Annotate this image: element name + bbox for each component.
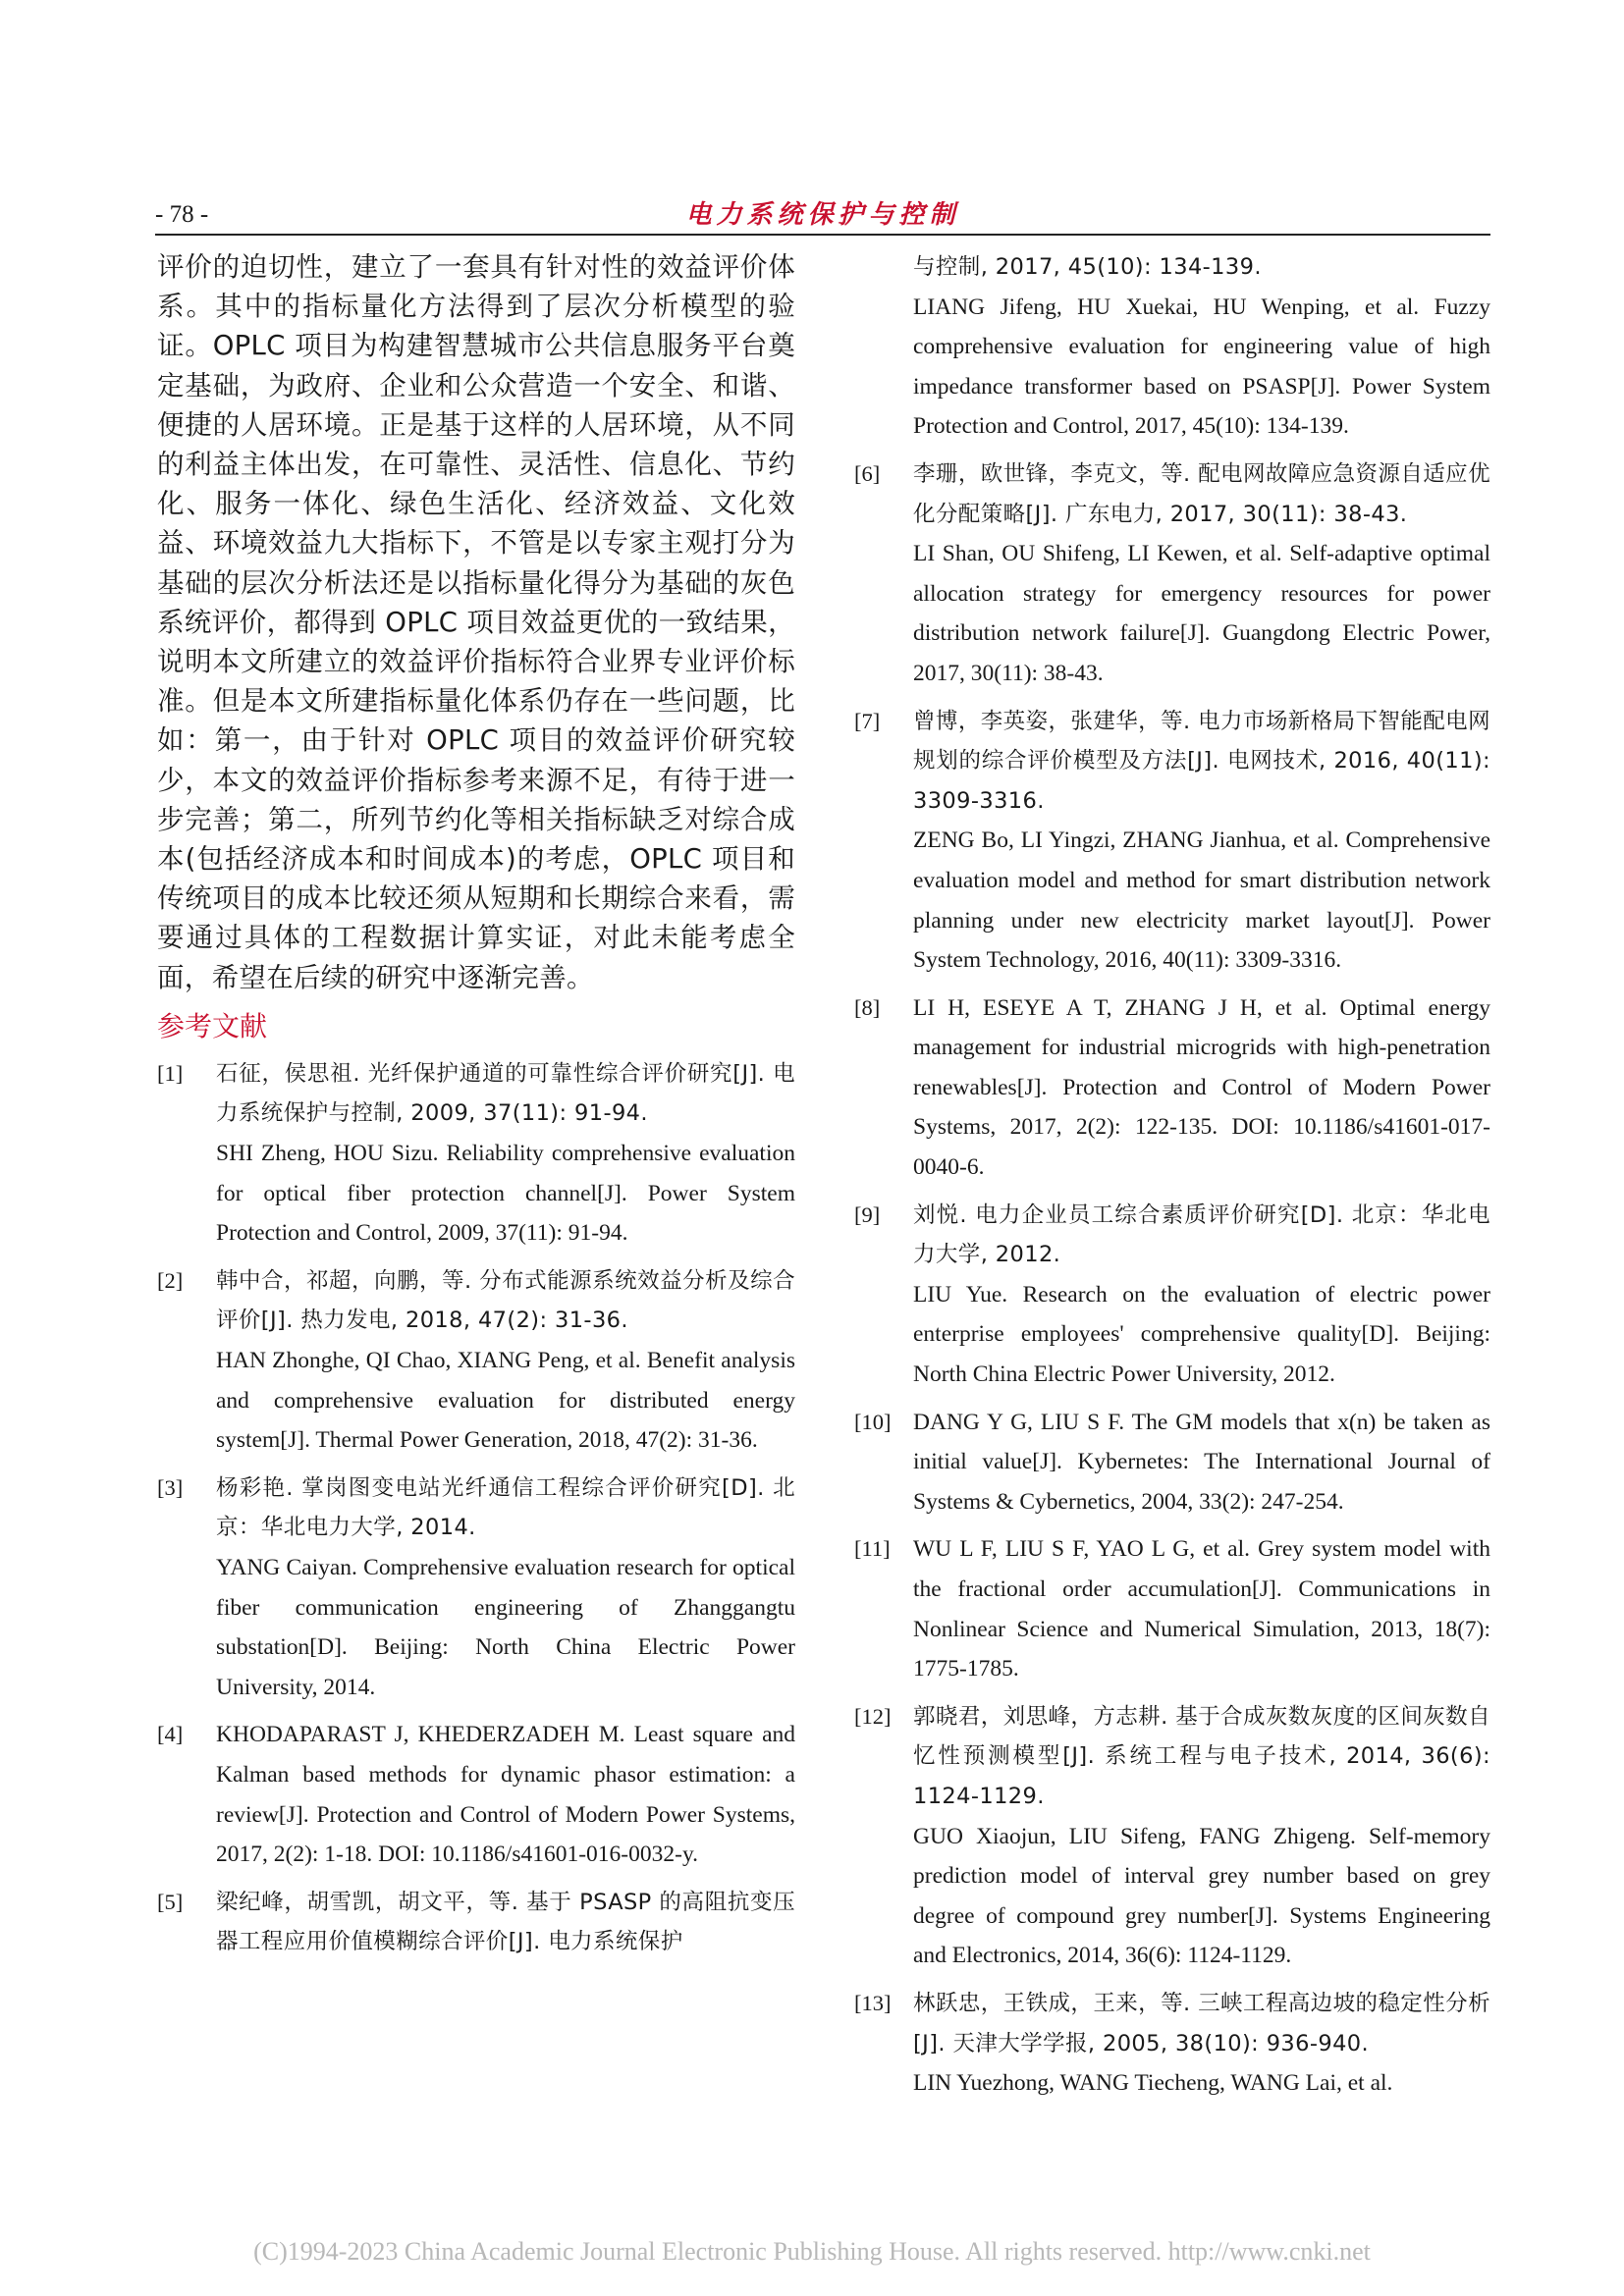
reference-english: SHI Zheng, HOU Sizu. Reliability comprehensive evaluation for optical fiber protection channel[J]. Power System Protection and Control, 2009, 37(11): 91-94.	[216, 1141, 795, 1247]
reference-chinese: 李珊，欧世锋，李克文，等. 配电网故障应急资源自适应优化分配策略[J]. 广东电力, 2017, 30(11): 38-43.	[913, 460, 1490, 527]
reference-item	[854, 702, 1490, 981]
reference-number: [2]	[157, 1267, 184, 1293]
reference-chinese: 梁纪峰，胡雪凯，胡文平，等. 基于 PSASP 的高阻抗变压器工程应用价值模糊综合评价[J]. 电力系统保护	[216, 1889, 795, 1955]
reference-item	[854, 1196, 1490, 1395]
reference-english: LI Shan, OU Shifeng, LI Kewen, et al. Self-adaptive optimal allocation strategy for emergency resources for power distribution network failure[J]. Guangdong Electric Power, 2017, 30(11): 38-43.	[913, 541, 1490, 686]
reference-item	[157, 1883, 795, 1962]
reference-item	[854, 454, 1490, 694]
page-header	[155, 196, 1490, 234]
reference-item	[854, 1529, 1490, 1688]
reference-english: DANG Y G, LIU S F. The GM models that x(n) be taken as initial value[J]. Kybernetes: The International Journal of Systems & Cybernetics, 2004, 33(2): 247-254.	[913, 1409, 1490, 1515]
reference-item	[157, 1468, 795, 1708]
page-number: - 78 -	[155, 201, 209, 228]
reference-item	[157, 1715, 795, 1874]
reference-item	[854, 1403, 1490, 1522]
reference-item	[854, 247, 1490, 447]
reference-english: LIN Yuezhong, WANG Tiecheng, WANG Lai, et al.	[913, 2070, 1393, 2097]
reference-english: LI H, ESEYE A T, ZHANG J H, et al. Optimal energy management for industrial microgrids with high-penetration renewables[J]. Protection and Control of Modern Power Systems, 2017, 2(2): 122-135. DOI: 10.1186/s41601-017-0040-6.	[913, 994, 1490, 1181]
reference-chinese: 与控制, 2017, 45(10): 134-139.	[913, 254, 1262, 280]
reference-number: [7]	[854, 708, 881, 733]
reference-item	[157, 1261, 795, 1461]
conclusion-paragraph: 评价的迫切性，建立了一套具有针对性的效益评价体系。其中的指标量化方法得到了层次分析模型的验证。OPLC 项目为构建智慧城市公共信息服务平台奠定基础，为政府、企业和公众营造一个安全、和谐、便捷的人居环境。正是基于这样的人居环境，从不同的利益主体出发，在可靠性、灵活性、信息化、节约化、服务一体化、绿色生活化、经济效益、文化效益、环境效益九大指标下，不管是以专家主观打分为基础的层次分析法还是以指标量化得分为基础的灰色系统评价，都得到 OPLC 项目效益更优的一致结果，说明本文所建立的效益评价指标符合业界专业评价标准。但是本文所建指标量化体系仍存在一些问题，比如：第一，由于针对 OPLC 项目的效益评价研究较少，本文的效益评价指标参考来源不足，有待于进一步完善；第二，所列节约化等相关指标缺乏对综合成本(包括经济成本和时间成本)的考虑，OPLC 项目和传统项目的成本比较还须从短期和长期综合来看，需要通过具体的工程数据计算实证，对此未能考虑全面，希望在后续的研究中逐渐完善。	[157, 251, 795, 993]
reference-number: [9]	[854, 1201, 881, 1227]
reference-english: ZENG Bo, LI Yingzi, ZHANG Jianhua, et al. Comprehensive evaluation model and method for smart distribution network planning under new electricity market layout[J]. Power System Technology, 2016, 40(11): 3309-3316.	[913, 828, 1490, 974]
reference-item	[157, 1054, 795, 1254]
reference-number: [11]	[854, 1536, 891, 1562]
reference-chinese: 石征，侯思祖. 光纤保护通道的可靠性综合评价研究[J]. 电力系统保护与控制, 2009, 37(11): 91-94.	[216, 1060, 795, 1127]
journal-title: 电力系统保护与控制	[685, 200, 960, 230]
copyright-footer: (C)1994-2023 China Academic Journal Electronic Publishing House. All rights reserved. http://www.cnki.net	[253, 2237, 1371, 2266]
reference-number: [8]	[854, 994, 881, 1020]
reference-number: [1]	[157, 1060, 184, 1086]
reference-chinese: 杨彩艳. 掌岗图变电站光纤通信工程综合评价研究[D]. 北京：华北电力大学, 2014.	[216, 1474, 795, 1541]
reference-english: GUO Xiaojun, LIU Sifeng, FANG Zhigeng. Self-memory prediction model of interval grey number based on grey degree of compound grey number[J]. Systems Engineering and Electronics, 2014, 36(6): 1124-1129.	[913, 1823, 1490, 1969]
references-list-left	[157, 1054, 795, 1962]
reference-chinese: 曾博，李英姿，张建华，等. 电力市场新格局下智能配电网规划的综合评价模型及方法[J]. 电网技术, 2016, 40(11): 3309-3316.	[913, 708, 1490, 814]
reference-number: [4]	[157, 1722, 184, 1747]
references-list-right	[854, 247, 1490, 2104]
reference-number: [3]	[157, 1474, 184, 1500]
reference-item	[854, 988, 1490, 1188]
reference-english: YANG Caiyan. Comprehensive evaluation research for optical fiber communication engineering of Zhanggangtu substation[D]. Beijing: North China Electric Power University, 2014.	[216, 1554, 795, 1700]
reference-chinese: 韩中合，祁超，向鹏，等. 分布式能源系统效益分析及综合评价[J]. 热力发电, 2018, 47(2): 31-36.	[216, 1267, 795, 1334]
reference-item	[854, 1697, 1490, 1976]
reference-chinese: 林跃忠，王铁成，王来，等. 三峡工程高边坡的稳定性分析[J]. 天津大学学报, 2005, 38(10): 936-940.	[913, 1990, 1490, 2056]
reference-english: KHODAPARAST J, KHEDERZADEH M. Least square and Kalman based methods for dynamic phasor estimation: a review[J]. Protection and Control of Modern Power Systems, 2017, 2(2): 1-18. DOI: 10.1186/s41601-016-0032-y.	[216, 1722, 795, 1868]
reference-number: [12]	[854, 1703, 892, 1729]
right-column	[854, 247, 1490, 2111]
header-rule	[155, 234, 1490, 236]
reference-number: [5]	[157, 1889, 184, 1914]
references-heading: 参考文献	[157, 1009, 268, 1042]
reference-number: [13]	[854, 1990, 892, 2015]
reference-chinese: 刘悦. 电力企业员工综合素质评价研究[D]. 北京：华北电力大学, 2012.	[913, 1201, 1490, 1268]
left-column	[157, 247, 795, 1970]
reference-english: WU L F, LIU S F, YAO L G, et al. Grey system model with the fractional order accumulation[J]. Communications in Nonlinear Science and Numerical Simulation, 2013, 18(7): 1775-1785.	[913, 1536, 1490, 1682]
reference-english: LIANG Jifeng, HU Xuekai, HU Wenping, et al. Fuzzy comprehensive evaluation for engineering value of high impedance transformer based on PSASP[J]. Power System Protection and Control, 2017, 45(10): 134-139.	[913, 294, 1490, 440]
reference-english: HAN Zhonghe, QI Chao, XIANG Peng, et al. Benefit analysis and comprehensive evaluation for distributed energy system[J]. Thermal Power Generation, 2018, 47(2): 31-36.	[216, 1348, 795, 1454]
reference-english: LIU Yue. Research on the evaluation of electric power enterprise employees' comprehensive quality[D]. Beijing: North China Electric Power University, 2012.	[913, 1281, 1490, 1388]
reference-number: [10]	[854, 1409, 892, 1434]
reference-chinese: 郭晓君，刘思峰，方志耕. 基于合成灰数灰度的区间灰数自忆性预测模型[J]. 系统工程与电子技术, 2014, 36(6): 1124-1129.	[913, 1703, 1490, 1809]
reference-number: [6]	[854, 460, 881, 486]
reference-item	[854, 1984, 1490, 2104]
